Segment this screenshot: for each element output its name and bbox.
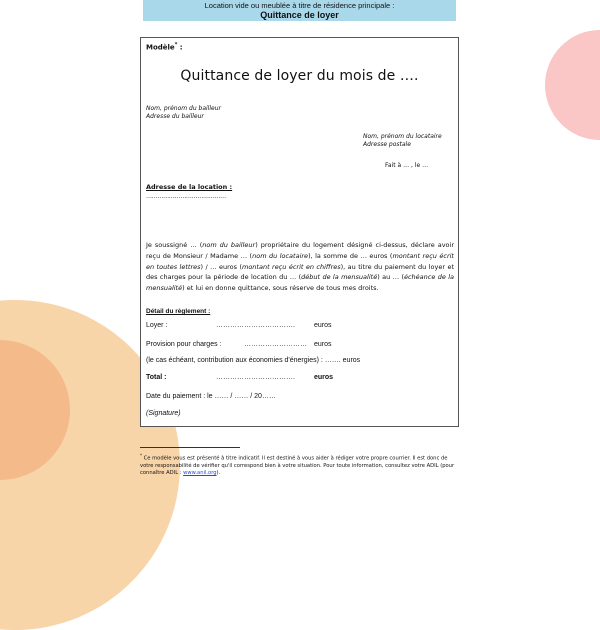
total-dots: …………………………….	[216, 374, 295, 381]
detail-reglement-title: Détail du règlement :	[146, 308, 211, 315]
locataire-block	[363, 133, 442, 149]
modele-footnote-marker: *	[174, 42, 178, 48]
bailleur-name: Nom, prénom du bailleur	[146, 105, 221, 112]
eco-energie-row: (le cas échéant, contribution aux économies d'énergies) : ……. euros	[146, 357, 361, 364]
declaration-paragraph: Je soussigné … (nom du bailleur) propriétaire du logement désigné ci-dessus, déclare avoir reçu de Monsieur / Madame … (nom du locataire), la somme de … euros (montant reçu écrit en toutes lettres) / … euros (montant reçu écrit en chiffres), au titre du paiement du loyer et des charges pour la période de location du … (début de la mensualité) au … (échéance de la mensualité) et lui en donne quittance, sous réserve de tous mes droits.	[146, 241, 455, 293]
adresse-location-label: Adresse de la location :	[146, 183, 233, 191]
letter-frame	[140, 37, 459, 427]
footnote-divider	[140, 447, 240, 448]
provision-row	[146, 341, 332, 348]
bailleur-block	[146, 105, 221, 121]
footnote-marker: *	[140, 453, 142, 458]
header-subtitle: Location vide ou meublée à titre de résidence principale :	[204, 1, 395, 10]
provision-dots: ………………………	[244, 341, 307, 348]
locataire-name: Nom, prénom du locataire	[363, 133, 442, 140]
bailleur-address: Adresse du bailleur	[146, 113, 204, 120]
locataire-address: Adresse postale	[363, 141, 411, 148]
provision-label: Provision pour charges :	[146, 341, 222, 348]
total-unit: euros	[314, 374, 334, 381]
provision-unit: euros	[314, 341, 332, 348]
fait-a-le: Fait à … , le …	[385, 162, 429, 169]
decorative-blob-right	[545, 30, 600, 140]
footnote: * Ce modèle vous est présenté à titre indicatif. Il est destiné à vous aider à rédiger votre propre courrier. Il est donc de votre responsabilité de vérifier qu'il correspond bien à votre situation. Pour toute information, consultez votre ADIL (pour connaître ADIL : www.anil.org).	[140, 453, 455, 477]
loyer-unit: euros	[314, 322, 332, 329]
modele-label: Modèle* :	[146, 42, 183, 52]
header-band	[143, 0, 456, 21]
total-label: Total :	[146, 374, 167, 381]
signature-placeholder: (Signature)	[146, 410, 181, 417]
total-row	[146, 374, 334, 381]
adresse-location-dots: ……………………………………	[146, 193, 226, 200]
loyer-dots: …………………………….	[216, 322, 295, 329]
document-title: Quittance de loyer du mois de ….	[180, 68, 419, 84]
anil-link[interactable]: www.anil.org	[183, 470, 217, 477]
loyer-label: Loyer :	[146, 322, 168, 329]
header-title: Quittance de loyer	[260, 10, 339, 20]
loyer-row	[146, 322, 332, 329]
date-paiement-row: Date du paiement : le …… / …… / 20……	[146, 393, 276, 400]
